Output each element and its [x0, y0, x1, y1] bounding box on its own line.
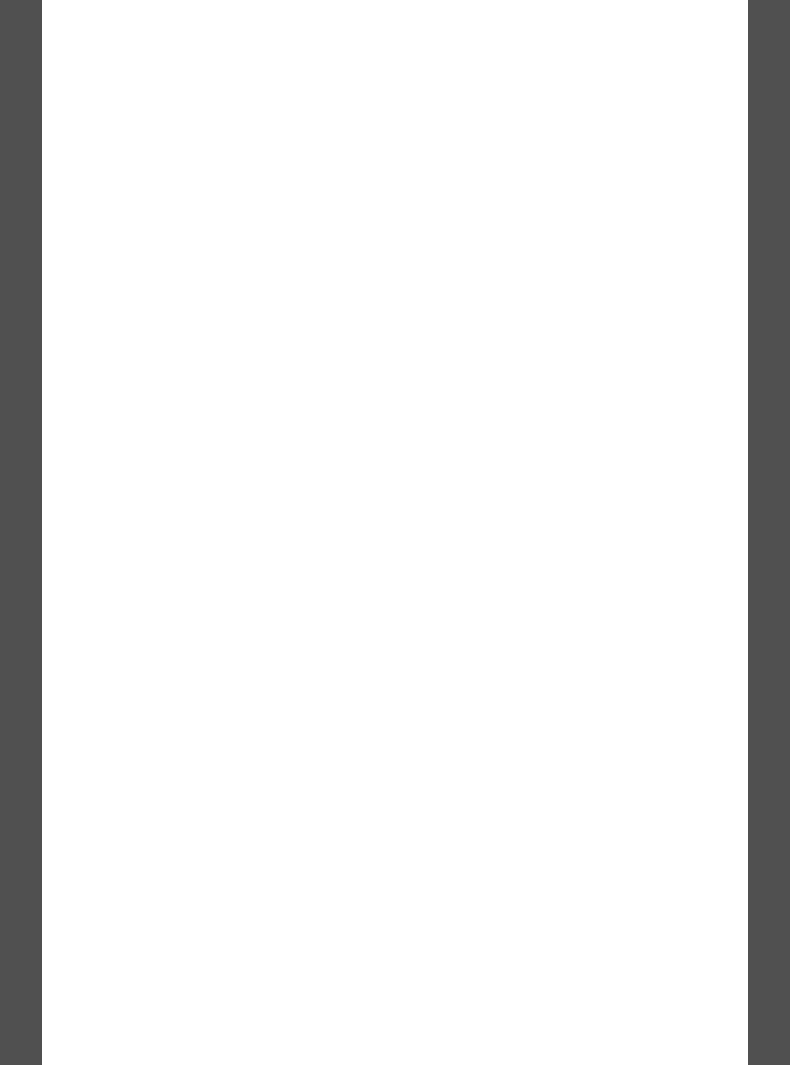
- document-sheet: [42, 0, 748, 1065]
